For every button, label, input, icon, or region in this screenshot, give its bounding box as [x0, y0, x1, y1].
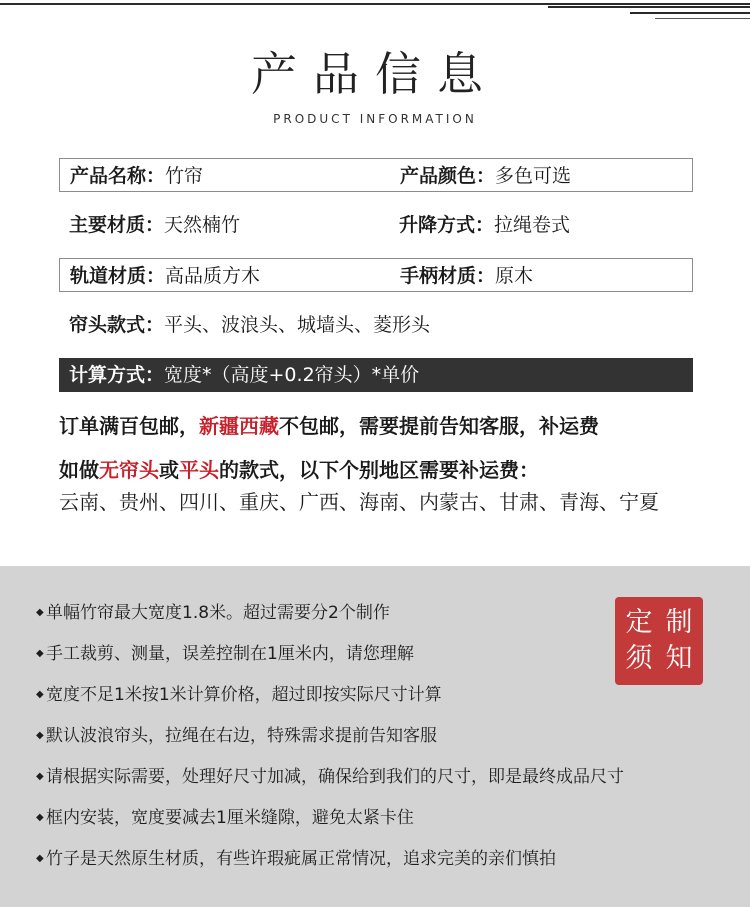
- spec-label: 帘头款式：: [69, 314, 165, 336]
- spec-label: 轨道材质：: [70, 265, 166, 287]
- note-text: 请根据实际需要，处理好尺寸加减，确保给到我们的尺寸，即是最终成品尺寸: [46, 767, 624, 787]
- spec-row-head-style: [59, 308, 693, 342]
- spec-handle: [400, 259, 533, 293]
- note-text: 竹子是天然原生材质，有些许瑕疵属正常情况，追求完美的亲们慎拍: [46, 849, 556, 869]
- spec-label: 产品名称：: [70, 165, 166, 187]
- spec-value: 原木: [495, 265, 534, 287]
- spec-row-calculation: [59, 358, 693, 392]
- page-title: 产品信息: [251, 47, 499, 101]
- stamp-char: 定: [625, 607, 653, 638]
- notice-highlight: 无帘头: [99, 458, 159, 482]
- note-item: [36, 766, 624, 788]
- notice-text: 不包邮，需要提前告知客服，补运费: [279, 414, 599, 438]
- diamond-bullet-icon: ◆: [36, 689, 44, 700]
- note-item: [36, 725, 437, 747]
- spec-head-style: [69, 308, 430, 342]
- diamond-bullet-icon: ◆: [36, 730, 44, 741]
- spec-value: 竹帘: [165, 165, 204, 187]
- notice-text: 的款式，以下个别地区需要补运费：: [219, 458, 539, 482]
- diamond-bullet-icon: ◆: [36, 648, 44, 659]
- spec-track: [70, 259, 260, 293]
- stamp-char: 须: [625, 643, 653, 674]
- note-item: [36, 848, 556, 870]
- note-text: 单幅竹帘最大宽度1.8米。超过需要分2个制作: [46, 603, 390, 623]
- spec-row-material-lift: [59, 208, 693, 242]
- spec-value: 天然楠竹: [164, 214, 241, 236]
- spec-label: 计算方式：: [69, 364, 165, 386]
- diamond-bullet-icon: ◆: [36, 853, 44, 864]
- note-item: [36, 684, 442, 706]
- notice-highlight: 平头: [179, 458, 219, 482]
- spec-calculation: [69, 358, 419, 392]
- note-text: 宽度不足1米按1米计算价格，超过即按实际尺寸计算: [46, 685, 442, 705]
- diamond-bullet-icon: ◆: [36, 607, 44, 618]
- decor-line: [655, 18, 750, 19]
- spec-name: [70, 159, 203, 193]
- note-item: [36, 807, 414, 829]
- spec-color: [400, 159, 571, 193]
- spec-row-name-color: [59, 158, 693, 192]
- stamp-char: 知: [665, 643, 693, 674]
- stamp-char: 制: [665, 607, 693, 638]
- note-text: 框内安装，宽度要减去1厘米缝隙，避免太紧卡住: [46, 808, 414, 828]
- spec-lift: [399, 208, 570, 242]
- diamond-bullet-icon: ◆: [36, 812, 44, 823]
- note-text: 手工裁剪、测量，误差控制在1厘米内，请您理解: [46, 644, 414, 664]
- custom-notice-stamp: [615, 597, 703, 685]
- spec-material: [69, 208, 240, 242]
- spec-label: 升降方式：: [399, 214, 495, 236]
- shipping-notice-extra: [59, 454, 539, 483]
- spec-label: 手柄材质：: [400, 265, 496, 287]
- shipping-notice: [59, 410, 599, 439]
- spec-value: 多色可选: [495, 165, 572, 187]
- note-text: 默认波浪帘头，拉绳在右边，特殊需求提前告知客服: [46, 726, 437, 746]
- page-subtitle: PRODUCT INFORMATION: [273, 112, 477, 126]
- notice-text: 如做: [59, 458, 99, 482]
- note-item: [36, 602, 390, 624]
- top-divider-line: [0, 3, 750, 5]
- extra-fee-regions: 云南、贵州、四川、重庆、广西、海南、内蒙古、甘肃、青海、宁夏: [59, 490, 659, 514]
- notice-text: 或: [159, 458, 179, 482]
- decor-line: [548, 6, 750, 8]
- decor-line: [630, 12, 750, 14]
- spec-row-track-handle: [59, 258, 693, 292]
- diamond-bullet-icon: ◆: [36, 771, 44, 782]
- notice-highlight: 新疆西藏: [199, 414, 279, 438]
- spec-value: 平头、波浪头、城墙头、菱形头: [164, 314, 431, 336]
- spec-value: 宽度*（高度+0.2帘头）*单价: [164, 364, 420, 386]
- spec-label: 产品颜色：: [400, 165, 496, 187]
- spec-value: 拉绳卷式: [494, 214, 571, 236]
- notice-text: 订单满百包邮，: [59, 414, 199, 438]
- spec-value: 高品质方木: [165, 265, 261, 287]
- spec-label: 主要材质：: [69, 214, 165, 236]
- note-item: [36, 643, 414, 665]
